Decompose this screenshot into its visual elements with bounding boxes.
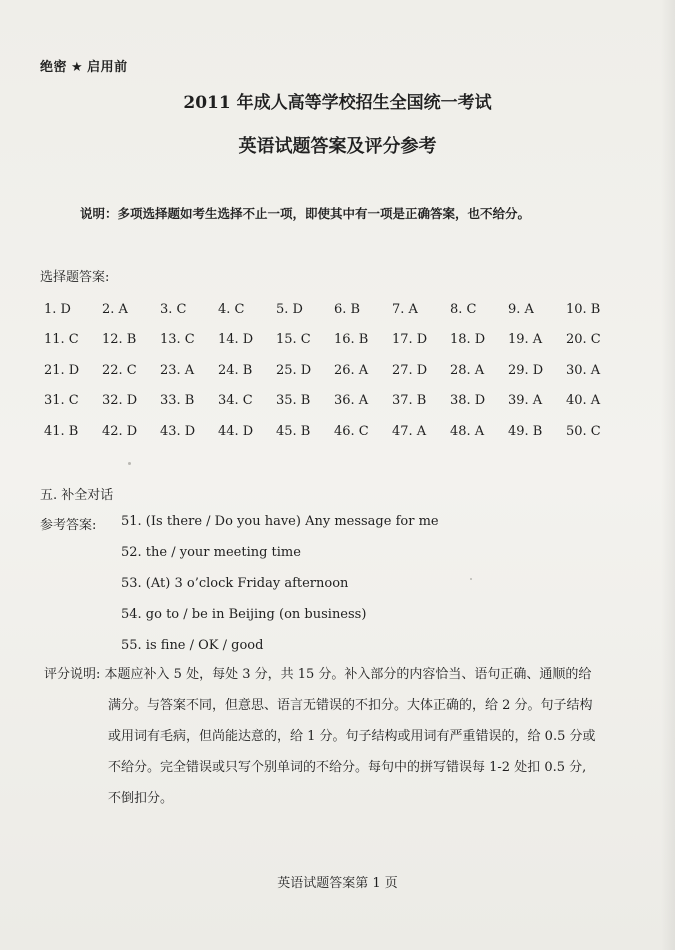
answer-grid (44, 294, 624, 447)
grading-text-line: 不给分。完全错误或只写个别单词的不给分。每句中的拼写错误每 1-2 处扣 0.5 分, (108, 760, 587, 775)
answer-cell: 27. D (392, 362, 428, 378)
scan-edge-shadow (661, 0, 675, 950)
answer-cell: 24. B (218, 362, 253, 378)
answer-cell: 23. A (160, 362, 195, 378)
grading-text-line: 不倒扣分。 (108, 791, 174, 806)
answer-cell: 38. D (450, 393, 486, 409)
answer-cell: 15. C (276, 332, 311, 348)
answer-cell: 2. A (102, 301, 128, 317)
grading-text-line: 本题应补入 5 处，每处 3 分，共 15 分。补入部分的内容恰当、语句正确、通顺的给 (104, 667, 592, 682)
answer-cell: 43. D (160, 423, 196, 439)
dialog-answer-line: 54. go to / be in Beijing (on business) (121, 607, 367, 622)
dialog-answer-line: 53. (At) 3 o’clock Friday afternoon (121, 576, 349, 591)
answer-cell: 37. B (392, 393, 427, 409)
answer-row (44, 294, 624, 325)
answer-cell: 22. C (102, 362, 137, 378)
answer-cell: 7. A (392, 301, 418, 317)
confidential-mark (40, 56, 128, 75)
answer-cell: 12. B (102, 332, 137, 348)
star-icon: ★ (71, 60, 84, 75)
answer-cell: 33. B (160, 393, 195, 409)
answer-cell: 9. A (508, 301, 534, 317)
instruction-note: 说明：多项选择题如考生选择不止一项，即使其中有一项是正确答案，也不给分。 (80, 206, 531, 221)
answer-cell: 44. D (218, 423, 254, 439)
grading-notes (44, 659, 634, 814)
scan-speck (470, 578, 472, 580)
answer-cell: 14. D (218, 332, 254, 348)
answer-cell: 8. C (450, 301, 477, 317)
answer-cell: 35. B (276, 393, 311, 409)
grading-text-line: 或用词有毛病，但尚能达意的，给 1 分。句子结构或用词有严重错误的，给 0.5 分或 (108, 729, 596, 744)
answer-cell: 46. C (334, 423, 369, 439)
scan-speck (128, 462, 131, 465)
answer-cell: 47. A (392, 423, 427, 439)
answer-cell: 26. A (334, 362, 369, 378)
section-heading-dialog: 五. 补全对话 (40, 488, 114, 503)
answer-row (44, 355, 624, 386)
answer-cell: 11. C (44, 332, 79, 348)
secret-label: 绝密 (40, 60, 68, 75)
answer-cell: 3. C (160, 301, 187, 317)
dialog-answer-line: 55. is fine / OK / good (121, 638, 264, 653)
answer-cell: 28. A (450, 362, 485, 378)
page-footer: 英语试题答案第 1 页 (277, 876, 398, 891)
answer-row (44, 386, 624, 417)
choice-answers-heading: 选择题答案: (40, 270, 110, 285)
dialog-answer-line: 51. (Is there / Do you have) Any message for me (121, 514, 439, 529)
reference-answer-label: 参考答案: (40, 518, 97, 533)
answer-cell: 18. D (450, 332, 486, 348)
answer-cell: 49. B (508, 423, 543, 439)
answer-cell: 45. B (276, 423, 311, 439)
answer-cell: 30. A (566, 362, 601, 378)
answer-cell: 50. C (566, 423, 601, 439)
answer-row (44, 325, 624, 356)
grading-text-line: 满分。与答案不同，但意思、语言无错误的不扣分。大体正确的，给 2 分。句子结构 (108, 698, 593, 713)
answer-cell: 42. D (102, 423, 138, 439)
answer-cell: 21. D (44, 362, 80, 378)
answer-cell: 29. D (508, 362, 544, 378)
answer-cell: 10. B (566, 301, 601, 317)
answer-cell: 48. A (450, 423, 485, 439)
answer-cell: 4. C (218, 301, 245, 317)
answer-cell: 1. D (44, 301, 71, 317)
document-subtitle: 英语试题答案及评分参考 (238, 136, 437, 157)
answer-cell: 40. A (566, 393, 601, 409)
before-use-label: 启用前 (87, 60, 128, 75)
dialog-answer-line: 52. the / your meeting time (121, 545, 301, 560)
answer-cell: 41. B (44, 423, 79, 439)
answer-cell: 5. D (276, 301, 303, 317)
grading-label: 评分说明: (44, 667, 101, 682)
answer-cell: 19. A (508, 332, 543, 348)
answer-cell: 20. C (566, 332, 601, 348)
answer-cell: 36. A (334, 393, 369, 409)
answer-cell: 34. C (218, 393, 253, 409)
answer-cell: 31. C (44, 393, 79, 409)
answer-cell: 16. B (334, 332, 369, 348)
answer-cell: 39. A (508, 393, 543, 409)
answer-row (44, 416, 624, 447)
answer-cell: 25. D (276, 362, 312, 378)
dialog-answers (121, 512, 439, 667)
answer-cell: 32. D (102, 393, 138, 409)
answer-cell: 17. D (392, 332, 428, 348)
answer-cell: 13. C (160, 332, 195, 348)
answer-cell: 6. B (334, 301, 361, 317)
exam-title: 2011 年成人高等学校招生全国统一考试 (183, 93, 492, 113)
